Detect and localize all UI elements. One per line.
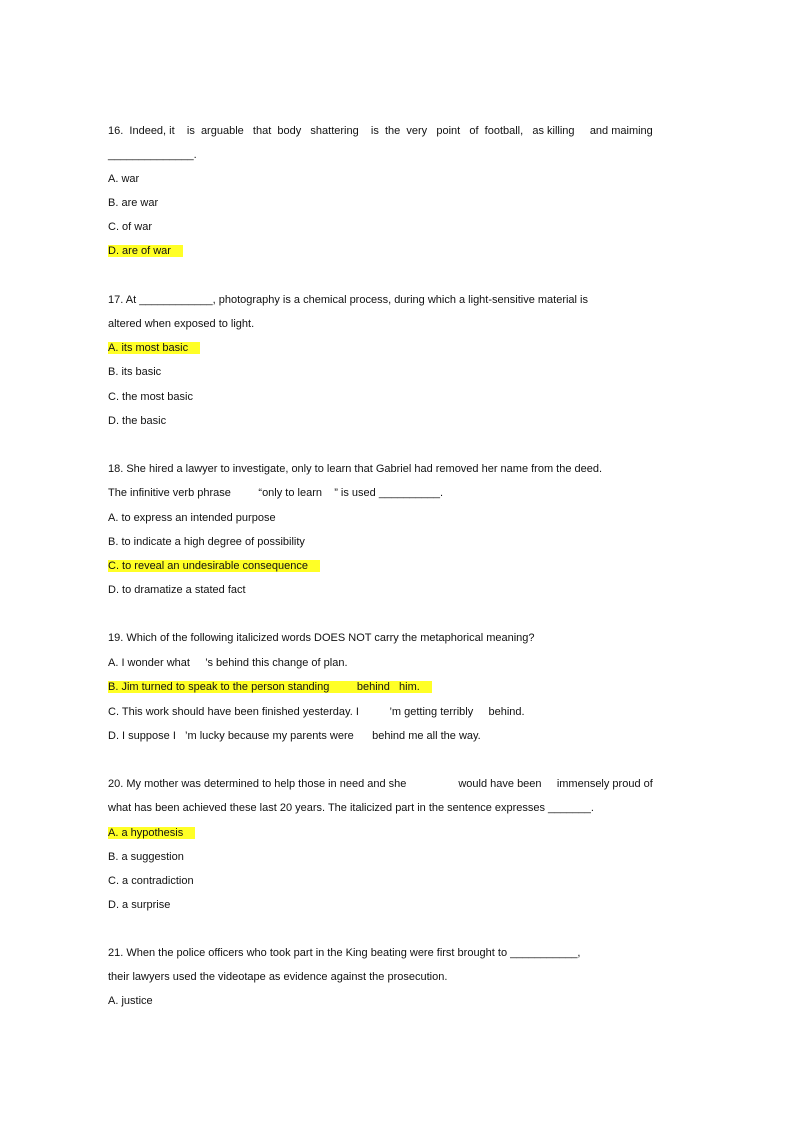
question-19-option-a: A. I wonder what ’s behind this change of plan. bbox=[108, 657, 348, 669]
question-20-stem-line-2: what has been achieved these last 20 years. The italicized part in the sentence expresses _______. bbox=[108, 802, 594, 814]
question-18-option-d: D. to dramatize a stated fact bbox=[108, 584, 246, 596]
question-20-option-a-highlighted: A. a hypothesis bbox=[108, 827, 195, 839]
question-17-stem-line-2: altered when exposed to light. bbox=[108, 318, 255, 330]
question-18-stem-line-2: The infinitive verb phrase “only to learn ” is used __________. bbox=[108, 487, 444, 499]
question-21-stem-line-2: their lawyers used the videotape as evidence against the prosecution. bbox=[108, 971, 448, 983]
question-17-option-c: C. the most basic bbox=[108, 391, 193, 403]
question-20-option-d: D. a surprise bbox=[108, 899, 171, 911]
question-20-stem-line-1: 20. My mother was determined to help those in need and she would have been immensely proud of bbox=[108, 778, 653, 790]
question-17-stem-line-1: 17. At ____________, photography is a chemical process, during which a light-sensitive material is bbox=[108, 294, 588, 306]
question-16-option-b: B. are war bbox=[108, 197, 159, 209]
question-17-option-b: B. its basic bbox=[108, 366, 162, 378]
question-17-option-a-highlighted: A. its most basic bbox=[108, 342, 200, 354]
question-17-option-d: D. the basic bbox=[108, 415, 167, 427]
question-19-option-c: C. This work should have been finished yesterday. I ’m getting terribly behind. bbox=[108, 706, 525, 718]
question-19-option-b-highlighted: B. Jim turned to speak to the person standing behind him. bbox=[108, 681, 432, 693]
question-16-option-c: C. of war bbox=[108, 221, 153, 233]
question-18-option-c-highlighted: C. to reveal an undesirable consequence bbox=[108, 560, 320, 572]
question-16-stem-line-2: ______________. bbox=[108, 149, 197, 161]
question-21-stem-line-1: 21. When the police officers who took part in the King beating were first brought to ___________, bbox=[108, 947, 581, 959]
question-19-option-d: D. I suppose I ’m lucky because my parents were behind me all the way. bbox=[108, 730, 481, 742]
question-18-stem-line-1: 18. She hired a lawyer to investigate, only to learn that Gabriel had removed her name from the deed. bbox=[108, 463, 603, 475]
question-20-option-b: B. a suggestion bbox=[108, 851, 184, 863]
question-18-option-a: A. to express an intended purpose bbox=[108, 512, 276, 524]
question-16-option-d-highlighted: D. are of war bbox=[108, 245, 183, 257]
question-20-option-c: C. a contradiction bbox=[108, 875, 194, 887]
question-21-option-a: A. justice bbox=[108, 995, 153, 1007]
question-16-option-a: A. war bbox=[108, 173, 140, 185]
question-16-stem-line-1: 16. Indeed, it is arguable that body shattering is the very point of football, as killing and maiming bbox=[108, 125, 653, 137]
question-18-option-b: B. to indicate a high degree of possibility bbox=[108, 536, 305, 548]
question-19-stem-line-1: 19. Which of the following italicized words DOES NOT carry the metaphorical meaning? bbox=[108, 632, 535, 644]
